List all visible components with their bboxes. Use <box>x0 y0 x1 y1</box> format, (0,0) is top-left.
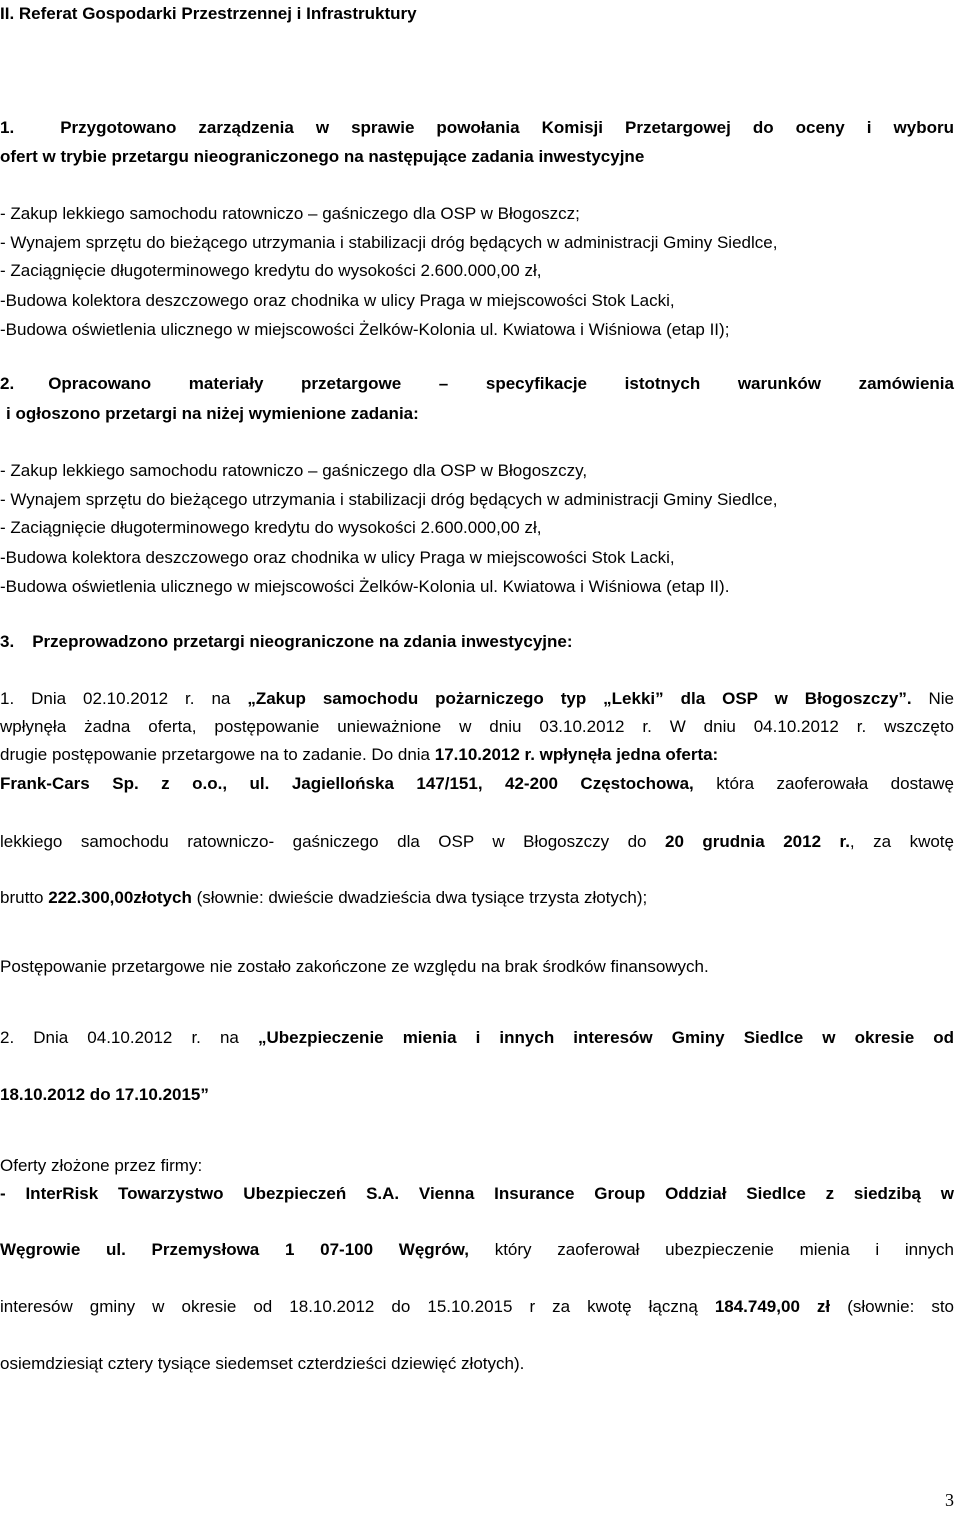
s3-p2-line5: Węgrowie ul. Przemysłowa 1 07-100 Węgrów, który zaoferował ubezpieczenie mienia i innych <box>0 1240 954 1259</box>
s2-item: -Budowa kolektora deszczowego oraz chodnika w ulicy Praga w miejscowości Stok Lacki, <box>0 548 675 567</box>
s3-heading: 3. Przeprowadzono przetargi nieograniczone na zdania inwestycyjne: <box>0 632 573 651</box>
s2-heading-line1: 2. Opracowano materiały przetargowe – specyfikacje istotnych warunków zamówienia <box>0 374 954 393</box>
s3-p1-line3: drugie postępowanie przetargowe na to zadanie. Do dnia 17.10.2012 r. wpłynęła jedna oferta: <box>0 745 719 764</box>
s1-item: - Zaciągnięcie długoterminowego kredytu do wysokości 2.600.000,00 zł, <box>0 261 542 280</box>
s1-item: -Budowa kolektora deszczowego oraz chodnika w ulicy Praga w miejscowości Stok Lacki, <box>0 291 675 310</box>
section-header: II. Referat Gospodarki Przestrzennej i Infrastruktury <box>0 4 417 23</box>
s3-p2-line2: 18.10.2012 do 17.10.2015” <box>0 1085 209 1104</box>
s3-p2-line7: osiemdziesiąt cztery tysiące siedemset czterdzieści dziewięć złotych). <box>0 1354 525 1373</box>
s2-item: - Zaciągnięcie długoterminowego kredytu do wysokości 2.600.000,00 zł, <box>0 518 542 537</box>
s3-p1-line2: wpłynęła żadna oferta, postępowanie unieważnione w dniu 03.10.2012 r. W dniu 04.10.2012 r. wszczęto <box>0 717 954 736</box>
s1-item: -Budowa oświetlenia ulicznego w miejscowości Żelków-Kolonia ul. Kwiatowa i Wiśniowa (etap II); <box>0 320 730 339</box>
s1-intro-line1: 1. Przygotowano zarządzenia w sprawie powołania Komisji Przetargowej do oceny i wyboru <box>0 118 954 137</box>
s3-p2-line6: interesów gminy w okresie od 18.10.2012 do 15.10.2015 r za kwotę łączną 184.749,00 zł (słownie: sto <box>0 1297 955 1316</box>
s3-p1-line7: Postępowanie przetargowe nie zostało zakończone ze względu na brak środków finansowych. <box>0 957 709 976</box>
s3-p1-line4: Frank-Cars Sp. z o.o., ul. Jagiellońska 147/151, 42-200 Częstochowa, która zaoferowała dostawę <box>0 774 954 793</box>
s3-p1-line6: brutto 222.300,00złotych (słownie: dwieście dwadzieścia dwa tysiące trzysta złotych); <box>0 888 648 907</box>
page-number: 3 <box>945 1490 954 1510</box>
s2-heading-line2: i ogłoszono przetargi na niżej wymienione zadania: <box>6 404 419 423</box>
s3-p2-line4: - InterRisk Towarzystwo Ubezpieczeń S.A. Vienna Insurance Group Oddział Siedlce z siedzibą w <box>0 1184 954 1203</box>
s2-item: - Zakup lekkiego samochodu ratowniczo – gaśniczego dla OSP w Błogoszczy, <box>0 461 588 480</box>
s3-p2-line1: 2. Dnia 04.10.2012 r. na „Ubezpieczenie mienia i innych interesów Gminy Siedlce w okresie od <box>0 1028 954 1047</box>
s1-item: - Zakup lekkiego samochodu ratowniczo – gaśniczego dla OSP w Błogoszcz; <box>0 204 580 223</box>
s3-p1-line5: lekkiego samochodu ratowniczo- gaśniczego dla OSP w Błogoszczy do 20 grudnia 2012 r., za kwotę <box>0 832 954 851</box>
s1-item: - Wynajem sprzętu do bieżącego utrzymania i stabilizacji dróg będących w administracji Gminy Siedlce, <box>0 233 778 252</box>
s2-item: -Budowa oświetlenia ulicznego w miejscowości Żelków-Kolonia ul. Kwiatowa i Wiśniowa (etap II). <box>0 577 730 596</box>
s2-item: - Wynajem sprzętu do bieżącego utrzymania i stabilizacji dróg będących w administracji Gminy Siedlce, <box>0 490 778 509</box>
s1-intro-line2: ofert w trybie przetargu nieograniczonego na następujące zadania inwestycyjne <box>0 147 645 166</box>
s3-p2-line3: Oferty złożone przez firmy: <box>0 1156 203 1175</box>
s3-p1-line1: 1. Dnia 02.10.2012 r. na „Zakup samochodu pożarniczego typ „Lekki” dla OSP w Błogoszczy”. Nie <box>0 689 954 708</box>
